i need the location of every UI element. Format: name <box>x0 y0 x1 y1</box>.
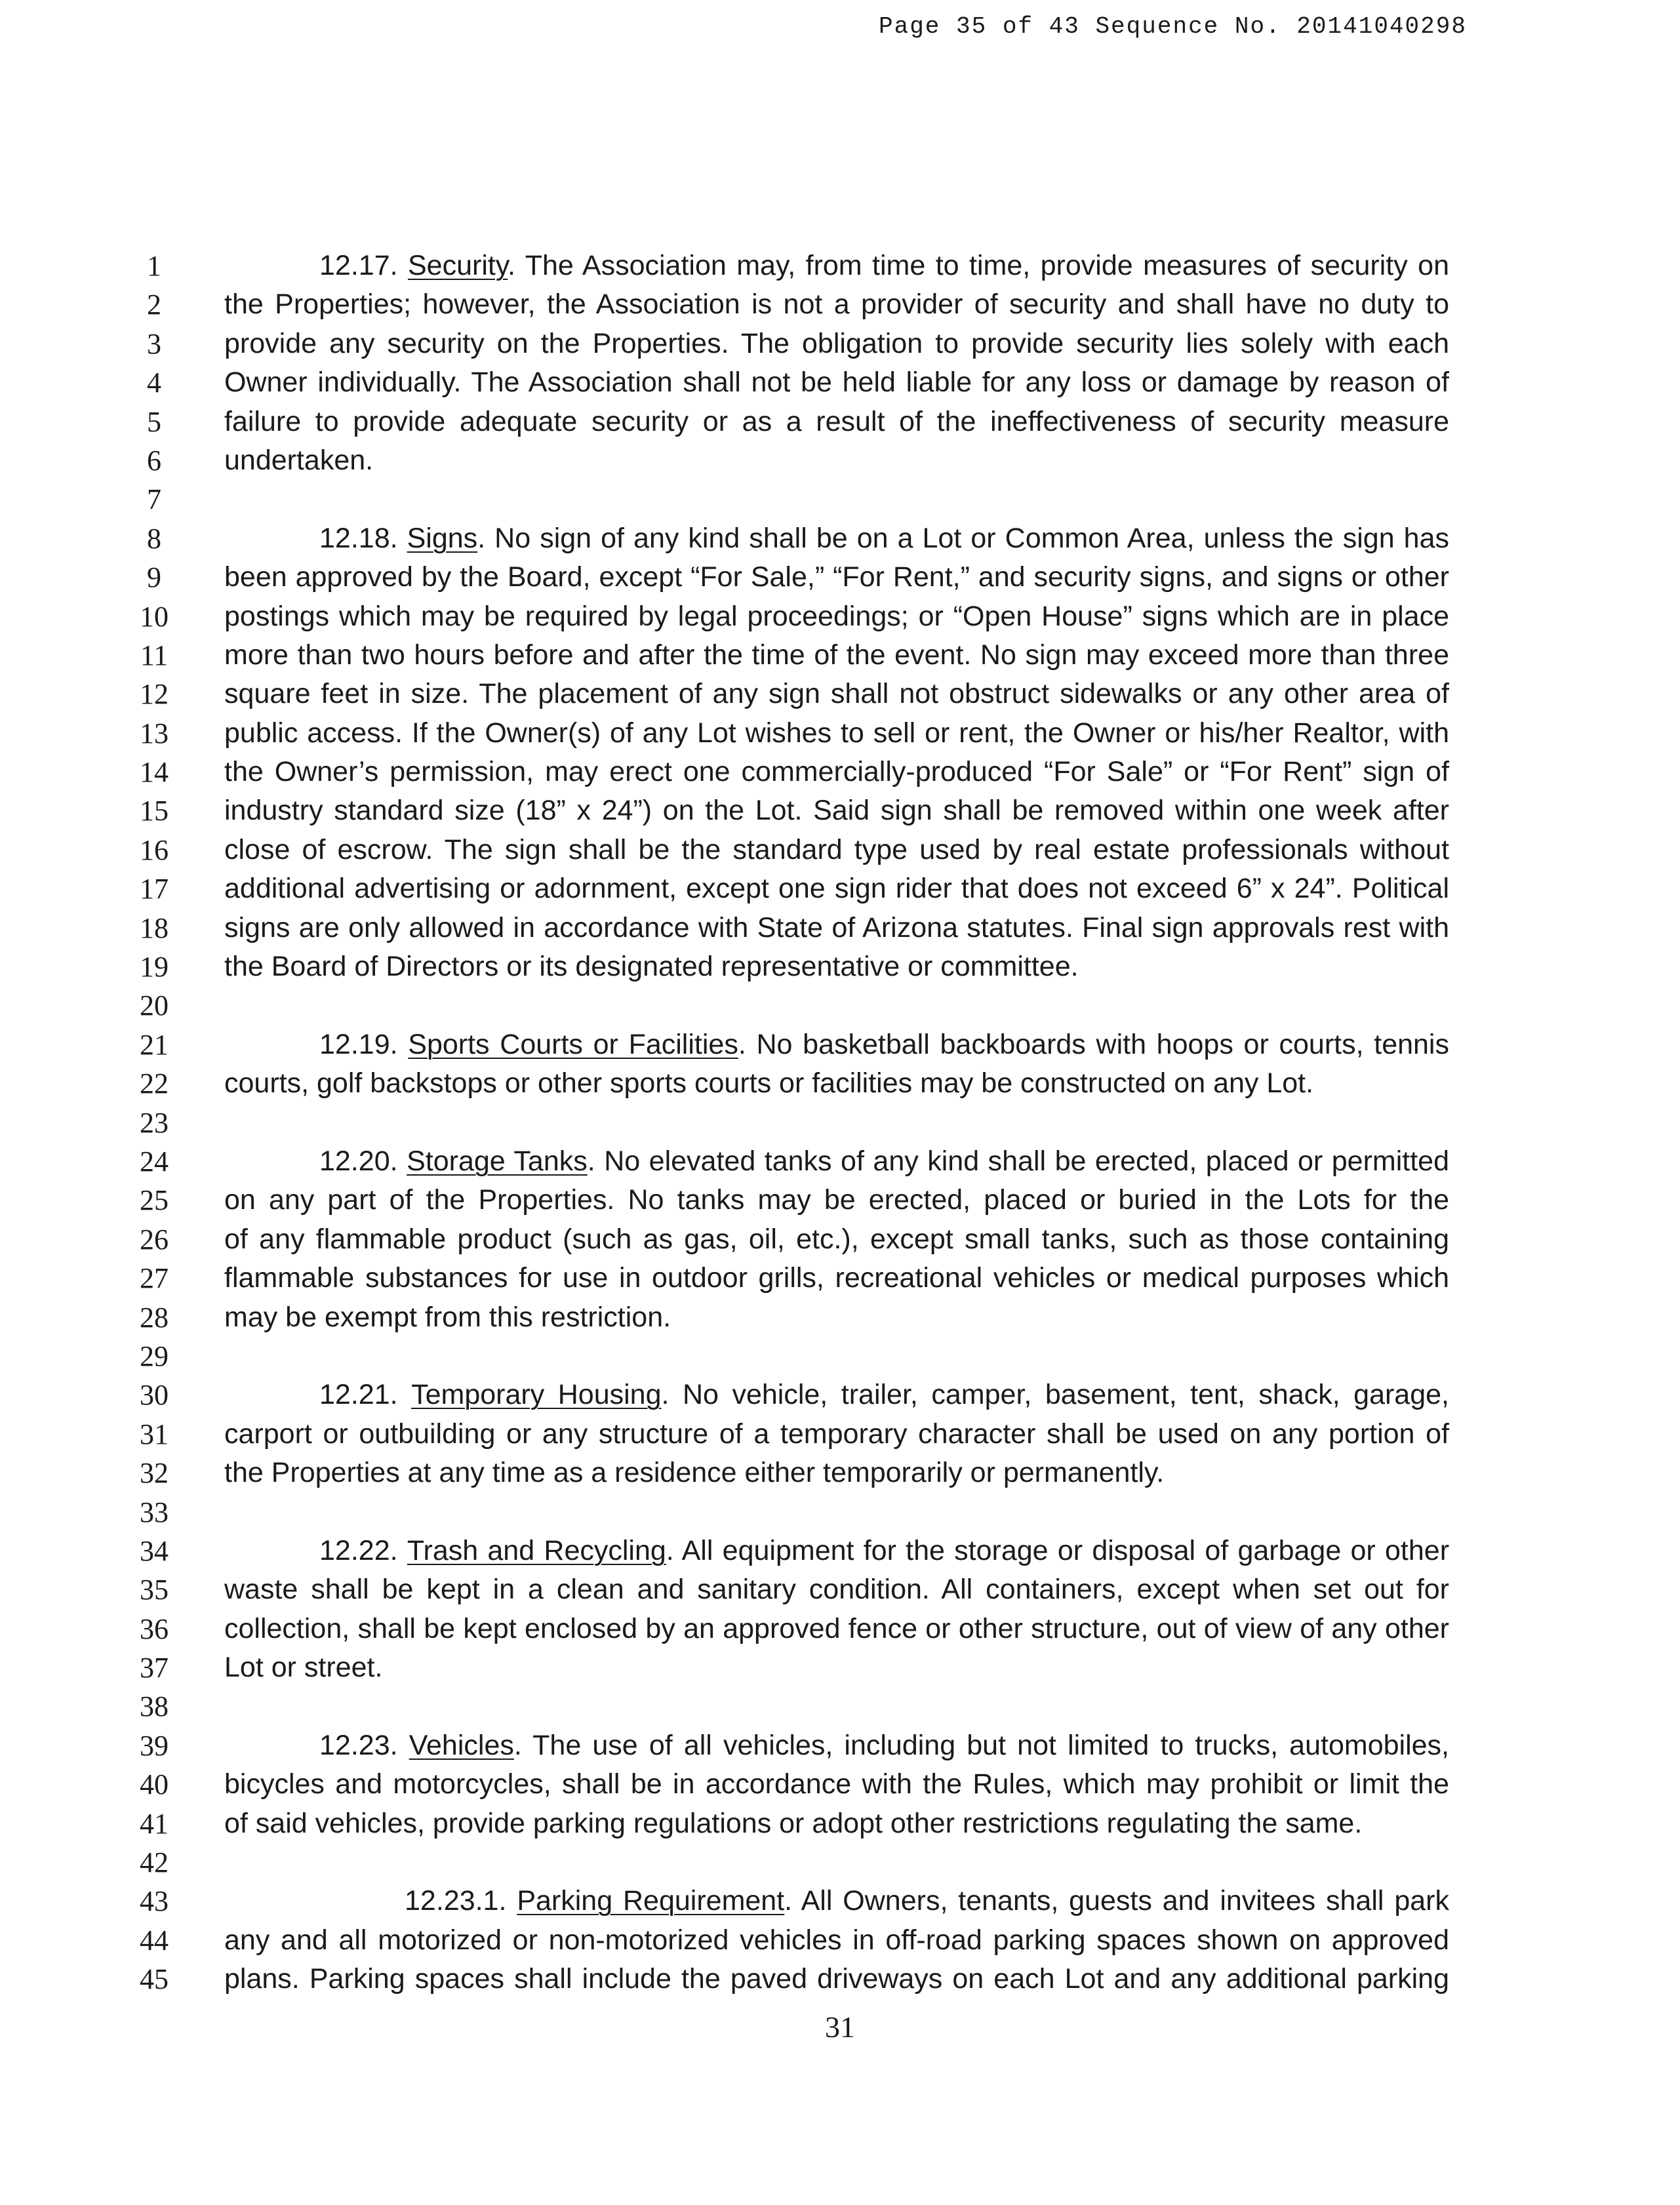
section-12-22-line: 12.22. Trash and Recycling. All equipment for the storage or disposal of garbage or other <box>319 1534 1449 1566</box>
line-number: 4 <box>147 367 161 399</box>
line-number: 21 <box>140 1028 169 1061</box>
line-number: 30 <box>140 1379 169 1412</box>
section-number: 12.21. <box>319 1379 398 1411</box>
blank-line <box>224 1493 1449 1532</box>
section-number: 12.18. <box>319 522 398 554</box>
line-number: 1 <box>147 250 161 282</box>
page-sequence-header: Page 35 of 43 Sequence No. 20141040298 <box>879 13 1467 40</box>
section-12-18-line: more than two hours before and after the time of the event. No sign may exceed more than three <box>224 639 1449 671</box>
section-heading: Sports Courts or Facilities <box>408 1028 738 1060</box>
section-number: 12.19. <box>319 1028 398 1060</box>
section-12-20-line: 12.20. Storage Tanks. No elevated tanks of any kind shall be erected, placed or permitted <box>319 1145 1449 1177</box>
line-number: 9 <box>147 561 161 594</box>
blank-line <box>224 1103 1449 1142</box>
section-12-17-line: failure to provide adequate security or as a result of the ineffectiveness of security measure <box>224 405 1449 437</box>
section-12-17-line: 12.17. Security. The Association may, from time to time, provide measures of security on <box>319 250 1449 281</box>
line-number: 11 <box>140 639 169 671</box>
line-number: 27 <box>140 1262 169 1295</box>
section-number: 12.20. <box>319 1145 398 1177</box>
line-number: 37 <box>140 1652 169 1684</box>
section-heading: Storage Tanks <box>407 1145 588 1177</box>
section-12-17-line: Owner individually. The Association shall not be held liable for any loss or damage by reason of <box>224 367 1449 399</box>
section-12-17-line: provide any security on the Properties. The obligation to provide security lies solely with each <box>224 327 1449 359</box>
line-number: 40 <box>140 1768 169 1801</box>
section-12-20-line: of any flammable product (such as gas, oil, etc.), except small tanks, such as those containing <box>224 1223 1449 1255</box>
line-number: 38 <box>140 1690 169 1723</box>
line-number: 39 <box>140 1729 169 1762</box>
line-number: 29 <box>140 1340 169 1372</box>
section-number: 12.23.1. <box>405 1885 507 1917</box>
section-12-23-line: bicycles and motorcycles, shall be in accordance with the Rules, which may prohibit or limit the <box>224 1768 1449 1800</box>
section-heading: Parking Requirement <box>517 1885 785 1917</box>
line-number: 26 <box>140 1223 169 1256</box>
section-heading: Vehicles <box>409 1729 514 1761</box>
section-12-18-line: signs are only allowed in accordance with State of Arizona statutes. Final sign approvals rest with <box>224 911 1449 944</box>
line-number: 2 <box>147 288 161 321</box>
line-number: 31 <box>140 1418 169 1450</box>
line-number: 19 <box>140 951 169 983</box>
line-number: 22 <box>140 1067 169 1100</box>
blank-line <box>224 480 1449 519</box>
line-number: 8 <box>147 522 161 555</box>
section-12-18-line: been approved by the Board, except “For Sale,” “For Rent,” and security signs, and signs or other <box>224 561 1449 593</box>
line-number: 20 <box>140 989 169 1022</box>
line-numbers <box>125 247 184 1999</box>
line-number: 41 <box>140 1807 169 1840</box>
blank-line <box>224 1687 1449 1726</box>
section-12-20-line: may be exempt from this restriction. <box>224 1301 671 1333</box>
section-12-18-line: additional advertising or adornment, except one sign rider that does not exceed 6” x 24”. Political <box>224 873 1449 905</box>
section-12-17-line: undertaken. <box>224 444 374 476</box>
section-12-20-line: on any part of the Properties. No tanks may be erected, placed or buried in the Lots for the <box>224 1184 1449 1216</box>
section-12-20-line: flammable substances for use in outdoor grills, recreational vehicles or medical purposes which <box>224 1262 1449 1294</box>
line-number: 28 <box>140 1301 169 1334</box>
section-12-18-line: the Owner’s permission, may erect one commercially-produced “For Sale” or “For Rent” sign of <box>224 756 1449 788</box>
section-12-23-1-line: plans. Parking spaces shall include the paved driveways on each Lot and any additional parking <box>224 1963 1449 1995</box>
line-number: 3 <box>147 327 161 360</box>
section-12-18-line: close of escrow. The sign shall be the standard type used by real estate professionals without <box>224 833 1449 865</box>
section-heading: Signs <box>407 522 478 554</box>
blank-line <box>224 986 1449 1025</box>
line-number: 10 <box>140 600 169 633</box>
section-12-18-line: square feet in size. The placement of any sign shall not obstruct sidewalks or any other area of <box>224 678 1449 710</box>
line-number: 35 <box>140 1574 169 1606</box>
line-number: 32 <box>140 1457 169 1490</box>
section-12-21-line: carport or outbuilding or any structure of a temporary character shall be used on any portion of <box>224 1418 1449 1450</box>
line-number: 14 <box>140 756 169 789</box>
line-number: 5 <box>147 405 161 438</box>
section-12-21-line: the Properties at any time as a residence either temporarily or permanently. <box>224 1457 1165 1489</box>
document-body <box>224 247 1449 1999</box>
line-number: 17 <box>140 873 169 905</box>
section-12-23-1-line: 12.23.1. Parking Requirement. All Owners, tenants, guests and invitees shall park <box>405 1885 1449 1917</box>
line-number: 24 <box>140 1145 169 1178</box>
section-12-22-line: Lot or street. <box>224 1652 383 1684</box>
blank-line <box>224 1843 1449 1882</box>
line-number: 6 <box>147 444 161 477</box>
line-number: 36 <box>140 1612 169 1645</box>
line-number: 44 <box>140 1924 169 1957</box>
line-number: 45 <box>140 1963 169 1996</box>
section-number: 12.22. <box>319 1534 398 1566</box>
section-number: 12.23. <box>319 1729 398 1761</box>
section-12-18-line: industry standard size (18” x 24”) on the Lot. Said sign shall be removed within one week after <box>224 795 1449 827</box>
section-12-22-line: collection, shall be kept enclosed by an approved fence or other structure, out of view of any other <box>224 1612 1449 1644</box>
line-number: 15 <box>140 795 169 827</box>
line-number: 18 <box>140 911 169 944</box>
section-heading: Security <box>408 250 508 281</box>
page-number: 31 <box>825 2010 855 2044</box>
line-number: 42 <box>140 1846 169 1879</box>
line-number: 25 <box>140 1184 169 1217</box>
section-12-23-1-line: any and all motorized or non-motorized vehicles in off-road parking spaces shown on approved <box>224 1924 1449 1956</box>
line-number: 13 <box>140 717 169 749</box>
line-number: 23 <box>140 1106 169 1139</box>
line-number: 34 <box>140 1534 169 1567</box>
section-heading: Temporary Housing <box>411 1379 662 1411</box>
blank-line <box>224 1337 1449 1376</box>
section-12-19-line: courts, golf backstops or other sports courts or facilities may be constructed on any Lot. <box>224 1067 1314 1100</box>
line-number: 33 <box>140 1496 169 1528</box>
section-heading: Trash and Recycling <box>407 1534 666 1566</box>
section-number: 12.17. <box>319 250 398 281</box>
section-12-19-line: 12.19. Sports Courts or Facilities. No basketball backboards with hoops or courts, tennis <box>319 1028 1449 1060</box>
section-12-18-line: postings which may be required by legal proceedings; or “Open House” signs which are in place <box>224 600 1449 632</box>
section-12-23-line: 12.23. Vehicles. The use of all vehicles, including but not limited to trucks, automobiles, <box>319 1729 1449 1761</box>
section-12-23-line: of said vehicles, provide parking regulations or adopt other restrictions regulating the same. <box>224 1807 1363 1839</box>
line-number: 16 <box>140 833 169 866</box>
section-12-18-line: the Board of Directors or its designated representative or committee. <box>224 951 1079 983</box>
line-number: 12 <box>140 678 169 711</box>
line-number: 43 <box>140 1885 169 1918</box>
section-12-18-line: 12.18. Signs. No sign of any kind shall be on a Lot or Common Area, unless the sign has <box>319 522 1449 554</box>
section-12-21-line: 12.21. Temporary Housing. No vehicle, trailer, camper, basement, tent, shack, garage, <box>319 1379 1449 1411</box>
section-12-22-line: waste shall be kept in a clean and sanitary condition. All containers, except when set out for <box>224 1574 1449 1606</box>
line-number: 7 <box>147 483 161 516</box>
section-12-17-line: the Properties; however, the Association is not a provider of security and shall have no duty to <box>224 288 1449 321</box>
section-12-18-line: public access. If the Owner(s) of any Lot wishes to sell or rent, the Owner or his/her Realtor, with <box>224 717 1449 749</box>
